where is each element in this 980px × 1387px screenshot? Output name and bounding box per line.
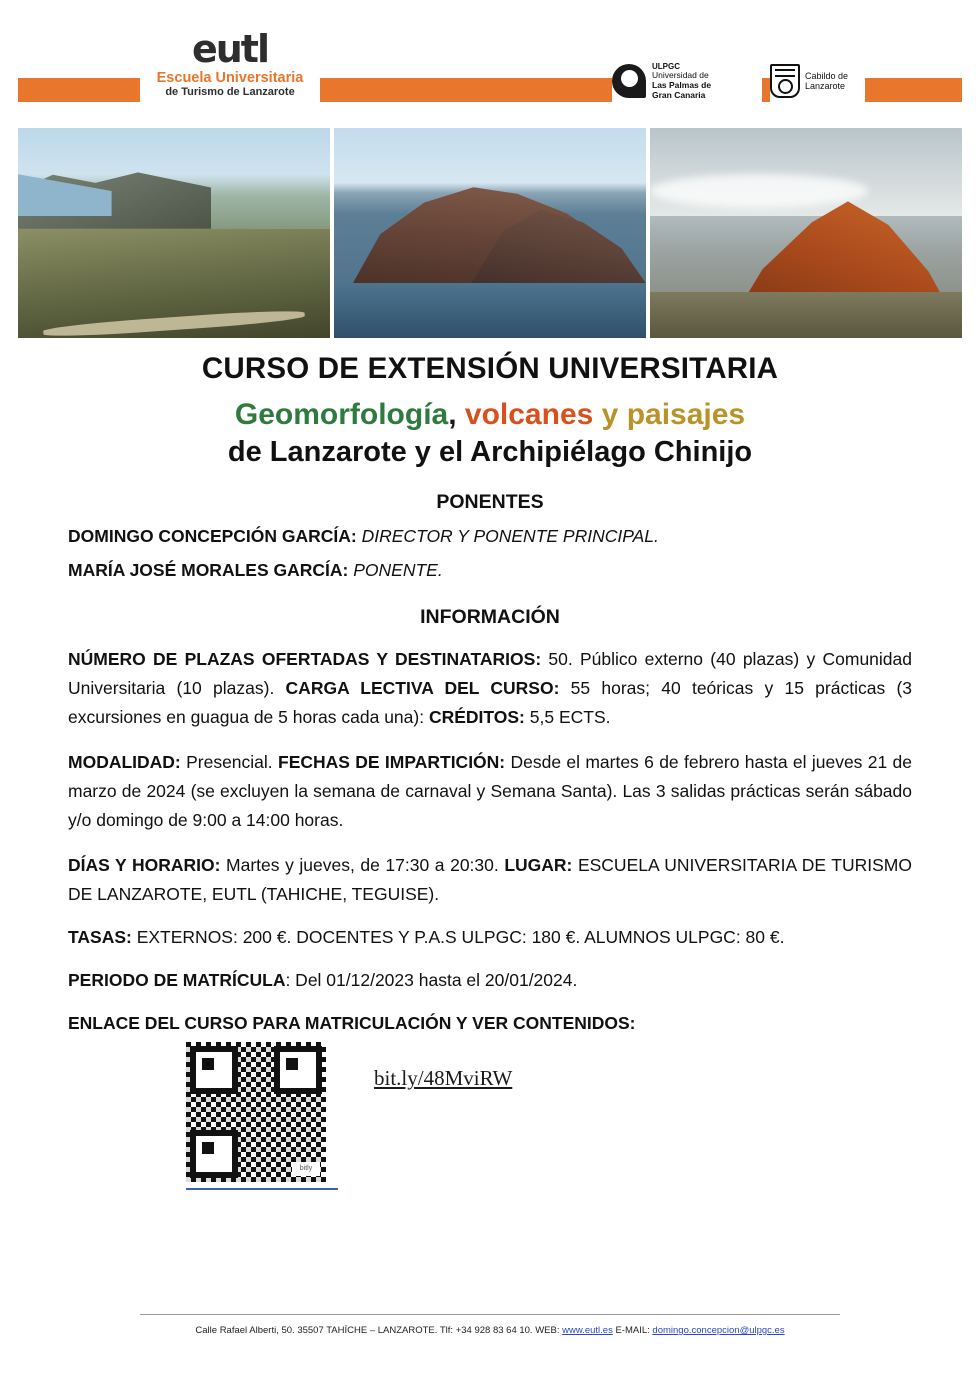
matricula-value: : Del 01/12/2023 hasta el 20/01/2024. bbox=[285, 970, 578, 990]
ponente-role: PONENTE. bbox=[353, 560, 443, 580]
short-link[interactable]: bit.ly/48MviRW bbox=[374, 1066, 513, 1090]
photo3-cloud bbox=[650, 174, 868, 208]
ulpgc-logo-l3: Las Palmas de bbox=[652, 80, 712, 90]
carga-value: 55 horas; 40 teóricas y 15 prácticas (3 excursiones en guagua de 5 horas cada una): bbox=[68, 678, 912, 727]
lugar-label: LUGAR: bbox=[504, 855, 573, 875]
ulpgc-logo-text bbox=[652, 62, 711, 100]
photo3-ground bbox=[650, 292, 962, 338]
qr-code-icon[interactable] bbox=[186, 1042, 326, 1182]
ulpgc-logo-l1: ULPGC bbox=[652, 61, 680, 71]
lugar-value: ESCUELA UNIVERSITARIA DE TURISMO DE LANZAROTE, EUTL (TAHICHE, TEGUISE). bbox=[68, 855, 912, 904]
cabildo-logo-l1: Cabildo de bbox=[805, 70, 849, 81]
qr-section bbox=[68, 1042, 912, 1192]
subtitle-y: y bbox=[593, 398, 627, 431]
qr-finder-bottom-left bbox=[190, 1130, 238, 1178]
ponente-name: DOMINGO CONCEPCIÓN GARCÍA: bbox=[68, 526, 357, 546]
tasas-label: TASAS: bbox=[68, 927, 132, 947]
cabildo-logo-text bbox=[805, 71, 848, 92]
subtitle-line2: de Lanzarote y el Archipiélago Chinijo bbox=[227, 436, 753, 468]
dias-label: DÍAS Y HORARIO: bbox=[68, 855, 221, 875]
photo-strip bbox=[18, 128, 962, 338]
eutl-logo-mark: eutl bbox=[191, 27, 268, 71]
creditos-label: CRÉDITOS: bbox=[428, 707, 525, 727]
volcanic-crater-photo bbox=[334, 128, 646, 338]
link-underline bbox=[186, 1188, 338, 1190]
eutl-logo-line2: de Turismo de Lanzarote bbox=[165, 86, 295, 98]
poster-content bbox=[68, 352, 912, 1192]
qr-finder-top-right bbox=[274, 1046, 322, 1094]
eutl-logo bbox=[140, 28, 320, 108]
plazas-value: 50. Público externo (40 plazas) y Comunidad Universitaria (10 plazas). bbox=[68, 649, 912, 698]
fechas-label: FECHAS DE IMPARTICIÓN: bbox=[278, 752, 506, 772]
section-heading-ponentes: PONENTES bbox=[436, 491, 544, 513]
enlace-label: ENLACE DEL CURSO PARA MATRICULACIÓN Y VER CONTENIDOS: bbox=[68, 1013, 636, 1033]
photo2-sea bbox=[334, 283, 646, 338]
ponente-row bbox=[68, 524, 912, 548]
subtitle-geomorfologia: Geomorfología bbox=[234, 398, 449, 431]
fechas-value: Desde el martes 6 de febrero hasta el jueves 21 de marzo de 2024 (se excluyen la semana de carnaval y Semana Santa). Las 3 salidas prácticas serán sábado y/o domingo de 9:00 a 14:00 horas. bbox=[68, 752, 913, 830]
cabildo-shield-icon bbox=[770, 64, 800, 98]
ulpgc-logo-l2: Universidad de bbox=[652, 70, 709, 81]
info-tasas-paragraph bbox=[68, 923, 912, 952]
cabildo-logo-l2: Lanzarote bbox=[805, 81, 846, 91]
tasas-value: EXTERNOS: 200 €. DOCENTES Y P.A.S ULPGC: 180 €. ALUMNOS ULPGC: 80 €. bbox=[131, 927, 785, 947]
page-title: CURSO DE EXTENSIÓN UNIVERSITARIA bbox=[201, 352, 779, 385]
modalidad-label: MODALIDAD: bbox=[68, 752, 181, 772]
footer-email-label: E-MAIL: bbox=[615, 1325, 650, 1336]
coastal-cliffs-photo bbox=[18, 128, 330, 338]
footer-web-link[interactable]: www.eutl.es bbox=[562, 1325, 613, 1336]
subtitle-paisajes: paisajes bbox=[626, 398, 746, 431]
matricula-label: PERIODO DE MATRÍCULA bbox=[68, 970, 286, 990]
header bbox=[0, 0, 980, 120]
modalidad-value: Presencial. bbox=[180, 752, 278, 772]
info-dias-paragraph bbox=[68, 851, 912, 909]
ponente-row bbox=[68, 558, 912, 582]
cabildo-logo bbox=[770, 54, 865, 108]
subtitle-comma: , bbox=[448, 398, 465, 431]
section-heading-informacion: INFORMACIÓN bbox=[420, 606, 560, 628]
info-matricula-paragraph bbox=[68, 966, 912, 995]
red-cone-photo bbox=[650, 128, 962, 338]
footer-email-link[interactable]: domingo.concepcion@ulpgc.es bbox=[652, 1325, 785, 1336]
footer-divider bbox=[140, 1314, 840, 1315]
info-modalidad-paragraph bbox=[68, 748, 912, 835]
footer bbox=[60, 1324, 920, 1337]
footer-address: Calle Rafael Alberti, 50. 35507 TAHÍCHE – LANZAROTE. Tlf: +34 928 83 64 10. WEB: bbox=[195, 1325, 560, 1336]
info-plazas-paragraph bbox=[68, 645, 912, 732]
ponente-name: MARÍA JOSÉ MORALES GARCÍA: bbox=[68, 560, 349, 580]
eutl-logo-line1: Escuela Universitaria bbox=[156, 70, 304, 86]
creditos-value: 5,5 ECTS. bbox=[524, 707, 611, 727]
subtitle-volcanes: volcanes bbox=[464, 398, 594, 431]
ponente-role: DIRECTOR Y PONENTE PRINCIPAL. bbox=[361, 526, 659, 546]
qr-finder-top-left bbox=[190, 1046, 238, 1094]
carga-label: CARGA LECTIVA DEL CURSO: bbox=[285, 678, 560, 698]
ulpgc-logo-l4: Gran Canaria bbox=[652, 89, 706, 100]
ulpgc-swirl-icon bbox=[612, 64, 646, 98]
subtitle-line1 bbox=[68, 398, 912, 432]
qr-bitly-tag: bitly bbox=[292, 1162, 320, 1176]
plazas-label: NÚMERO DE PLAZAS OFERTADAS Y DESTINATARIOS: bbox=[68, 649, 542, 669]
dias-value: Martes y jueves, de 17:30 a 20:30. bbox=[220, 855, 505, 875]
ulpgc-logo bbox=[612, 58, 762, 104]
